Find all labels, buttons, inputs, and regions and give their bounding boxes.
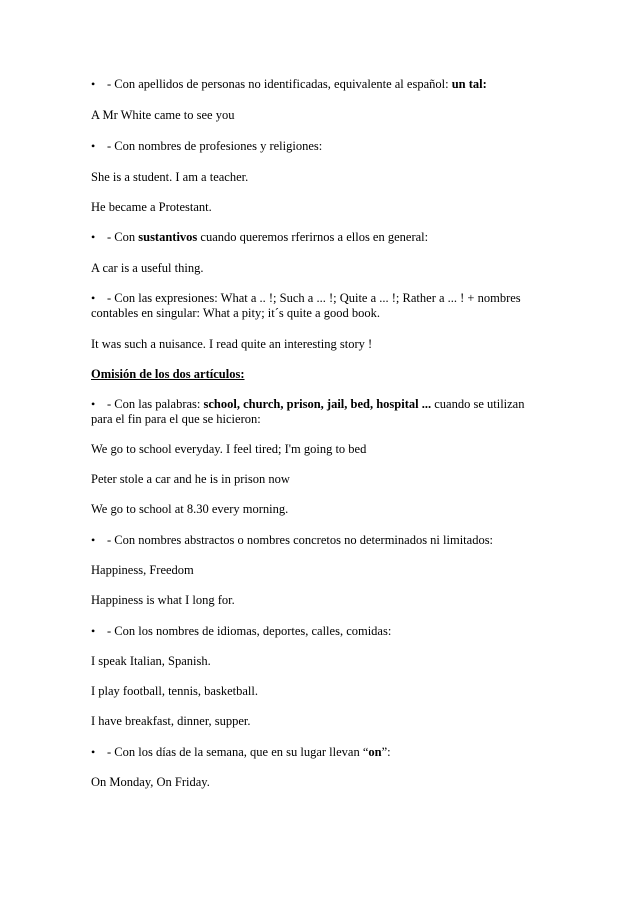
bullet-item bbox=[91, 139, 561, 154]
text-run-bold: on bbox=[368, 745, 382, 759]
paragraph: It was such a nuisance. I read quite an interesting story ! bbox=[91, 337, 373, 351]
bullet-item bbox=[91, 77, 561, 92]
paragraph: I have breakfast, dinner, supper. bbox=[91, 714, 251, 728]
text-run: - Con nombres de profesiones y religiones: bbox=[107, 139, 323, 153]
text-run: ”: bbox=[381, 745, 391, 759]
bullet-item bbox=[91, 533, 561, 548]
paragraph: Happiness, Freedom bbox=[91, 563, 194, 577]
text-run: - Con las palabras: bbox=[107, 397, 204, 411]
bullet-icon: • bbox=[91, 533, 96, 547]
text-run: cuando queremos rferirnos a ellos en general: bbox=[197, 230, 429, 244]
bullet-icon: • bbox=[91, 397, 96, 411]
section-heading: Omisión de los dos artículos: bbox=[91, 367, 245, 381]
paragraph: He became a Protestant. bbox=[91, 200, 212, 214]
paragraph: A Mr White came to see you bbox=[91, 108, 235, 122]
bullet-item bbox=[91, 624, 561, 639]
text-run: - Con los días de la semana, que en su lugar llevan “ bbox=[107, 745, 369, 759]
bullet-continuation: para el fin para el que se hicieron: bbox=[91, 412, 261, 426]
bullet-icon: • bbox=[91, 291, 96, 305]
paragraph: We go to school at 8.30 every morning. bbox=[91, 502, 289, 516]
bullet-icon: • bbox=[91, 745, 96, 759]
paragraph: Happiness is what I long for. bbox=[91, 593, 235, 607]
text-run: - Con las expresiones: What a .. !; Such a ... !; Quite a ... !; Rather a ... ! + nombres bbox=[107, 291, 521, 305]
paragraph: I speak Italian, Spanish. bbox=[91, 654, 211, 668]
text-run: - Con nombres abstractos o nombres concretos no determinados ni limitados: bbox=[107, 533, 494, 547]
bullet-icon: • bbox=[91, 77, 96, 91]
bullet-item bbox=[91, 745, 561, 760]
bullet-item bbox=[91, 230, 561, 245]
text-run: cuando se utilizan bbox=[431, 397, 525, 411]
bullet-icon: • bbox=[91, 230, 96, 244]
text-run: - Con apellidos de personas no identificadas, equivalente al español: bbox=[107, 77, 452, 91]
bullet-item bbox=[91, 291, 561, 306]
text-run: - Con los nombres de idiomas, deportes, calles, comidas: bbox=[107, 624, 392, 638]
paragraph: A car is a useful thing. bbox=[91, 261, 204, 275]
text-run: - Con bbox=[107, 230, 139, 244]
paragraph: We go to school everyday. I feel tired; I'm going to bed bbox=[91, 442, 367, 456]
text-run-bold: school, church, prison, jail, bed, hospital ... bbox=[203, 397, 432, 411]
paragraph: Peter stole a car and he is in prison now bbox=[91, 472, 290, 486]
bullet-continuation: contables en singular: What a pity; it´s quite a good book. bbox=[91, 306, 380, 320]
bullet-item bbox=[91, 397, 561, 412]
paragraph: She is a student. I am a teacher. bbox=[91, 170, 249, 184]
text-run-bold: sustantivos bbox=[138, 230, 198, 244]
bullet-icon: • bbox=[91, 139, 96, 153]
bullet-icon: • bbox=[91, 624, 96, 638]
text-run-bold: un tal: bbox=[451, 77, 487, 91]
paragraph: On Monday, On Friday. bbox=[91, 775, 210, 789]
paragraph: I play football, tennis, basketball. bbox=[91, 684, 258, 698]
